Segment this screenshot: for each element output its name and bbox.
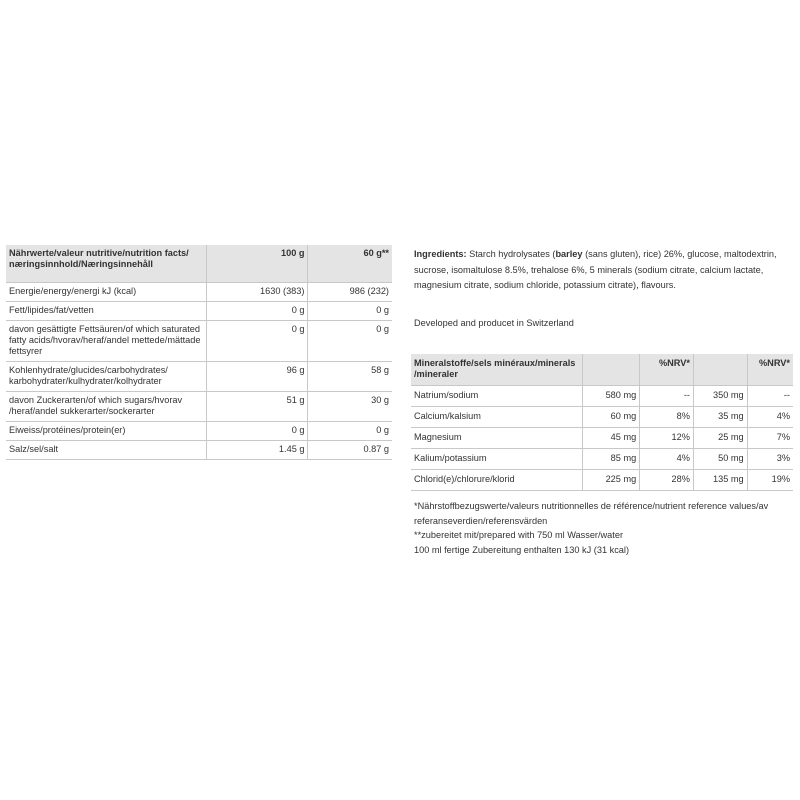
table-row	[6, 302, 392, 321]
mineral-nrv-60g: 7%	[776, 432, 790, 442]
nutrient-value-100g: 1630 (383)	[206, 283, 308, 302]
ingredients-title: Ingredients:	[414, 249, 467, 259]
footnote-energy: 100 ml fertige Zubereitung enthalten 130 kJ (31 kcal)	[414, 544, 630, 555]
table-row	[6, 321, 392, 362]
mineral-amount-60g: 350 mg	[693, 386, 747, 407]
nutrient-label: davon Zuckerarten/of which sugars/hvorav /heraf/andel sukkerarter/sockerarter	[6, 392, 206, 422]
mineral-amount-100g: 60 mg	[582, 407, 639, 428]
table-row	[411, 407, 793, 428]
nutrition-header-row	[6, 245, 392, 274]
table-row	[6, 362, 392, 392]
mineral-nrv-100g: --	[640, 386, 694, 407]
mineral-amount-100g: 45 mg	[582, 428, 639, 449]
mineral-amount-100g: 580 mg	[582, 386, 639, 407]
nutrient-value-60g: 0 g	[376, 305, 389, 315]
nutrient-label: Energie/energy/energi kJ (kcal)	[6, 283, 206, 302]
nutrient-label: Kohlenhydrate/glucides/carbohydrates/ karbohydrater/kulhydrater/kolhydrater	[6, 362, 206, 392]
ingredients-text-before: Starch hydrolysates (	[466, 249, 556, 259]
nutrient-label: Salz/sel/salt	[6, 441, 206, 460]
mineral-nrv-100g: 12%	[640, 428, 694, 449]
minerals-header-label: Mineralstoffe/sels minéraux/minerals /mineraler	[414, 358, 576, 379]
table-row	[6, 392, 392, 422]
minerals-header-amount-1	[582, 354, 639, 386]
table-row	[6, 283, 392, 302]
mineral-label: Chlorid(e)/chlorure/klorid	[414, 474, 515, 484]
mineral-nrv-60g: 19%	[771, 474, 790, 484]
mineral-nrv-100g: 28%	[640, 470, 694, 491]
nutrient-value-60g: 0.87 g	[363, 444, 389, 454]
ingredients-text-after: (sans gluten), rice) 26%, glucose, maltodextrin, sucrose, isomaltulose 8.5%, trehalose 6%, 5 minerals (sodium citrate, calcium lactate, magnesium citrate, sodium chloride, potassium citrate), flavours.	[414, 249, 777, 290]
table-row	[411, 449, 793, 470]
nutrient-value-60g: 30 g	[371, 395, 389, 405]
nutrient-label: davon gesättigte Fettsäuren/of which saturated fatty acids/hvorav/heraf/andel mettede/mättade fettsyrer	[6, 321, 206, 362]
table-row	[6, 441, 392, 460]
minerals-header-nrv-1: %NRV*	[640, 354, 694, 386]
nutrient-value-60g: 0 g	[376, 324, 389, 334]
mineral-label: Natrium/sodium	[414, 390, 479, 400]
nutrition-table	[6, 245, 392, 460]
mineral-amount-60g: 35 mg	[693, 407, 747, 428]
mineral-amount-60g: 135 mg	[693, 470, 747, 491]
nutrient-value-100g: 51 g	[206, 392, 308, 422]
mineral-label: Magnesium	[414, 432, 462, 442]
table-row	[411, 386, 793, 407]
nutrient-value-100g: 0 g	[206, 422, 308, 441]
table-row	[411, 470, 793, 491]
minerals-table	[411, 354, 793, 491]
nutrient-label: Fett/lipides/fat/vetten	[6, 302, 206, 321]
developed-note: Developed and producet in Switzerland	[414, 318, 574, 328]
mineral-amount-100g: 225 mg	[582, 470, 639, 491]
nutrient-value-100g: 0 g	[206, 321, 308, 362]
mineral-amount-100g: 85 mg	[582, 449, 639, 470]
nutrient-value-100g: 1.45 g	[206, 441, 308, 460]
minerals-header-amount-2	[693, 354, 747, 386]
nutrient-value-100g: 96 g	[206, 362, 308, 392]
mineral-nrv-60g: --	[783, 390, 790, 400]
mineral-amount-60g: 50 mg	[693, 449, 747, 470]
minerals-header-nrv-2: %NRV*	[759, 358, 790, 368]
mineral-nrv-100g: 8%	[640, 407, 694, 428]
minerals-header-row	[411, 354, 793, 386]
footnote-prepared: **zubereitet mit/prepared with 750 ml Wasser/water	[414, 530, 624, 540]
table-row	[411, 428, 793, 449]
nutrient-value-60g: 986 (232)	[349, 286, 389, 296]
ingredients-text	[414, 247, 794, 294]
mineral-amount-60g: 25 mg	[693, 428, 747, 449]
mineral-label: Calcium/kalsium	[414, 411, 481, 421]
nutrition-header-label: Nährwerte/valeur nutritive/nutrition facts/ næringsinnhold/Næringsinnehåll	[6, 245, 206, 274]
nutrient-label: Eiweiss/protéines/protein(er)	[6, 422, 206, 441]
mineral-nrv-60g: 4%	[776, 411, 790, 421]
nutrition-header-per-100g: 100 g	[206, 245, 308, 274]
nutrient-value-60g: 58 g	[371, 365, 389, 375]
nutrition-header-per-60g: 60 g**	[363, 248, 389, 258]
nutrient-value-100g: 0 g	[206, 302, 308, 321]
ingredients-allergen: barley	[555, 249, 583, 259]
mineral-label: Kalium/potassium	[414, 453, 487, 463]
mineral-nrv-60g: 3%	[776, 453, 790, 463]
nutrient-value-60g: 0 g	[376, 425, 389, 435]
mineral-nrv-100g: 4%	[640, 449, 694, 470]
footnotes	[414, 499, 794, 557]
footnote-nrv: *Nährstoffbezugswerte/valeurs nutritionnelles de référence/nutrient reference values/av referanseverdien/referensvärden	[414, 501, 769, 526]
table-row	[6, 422, 392, 441]
